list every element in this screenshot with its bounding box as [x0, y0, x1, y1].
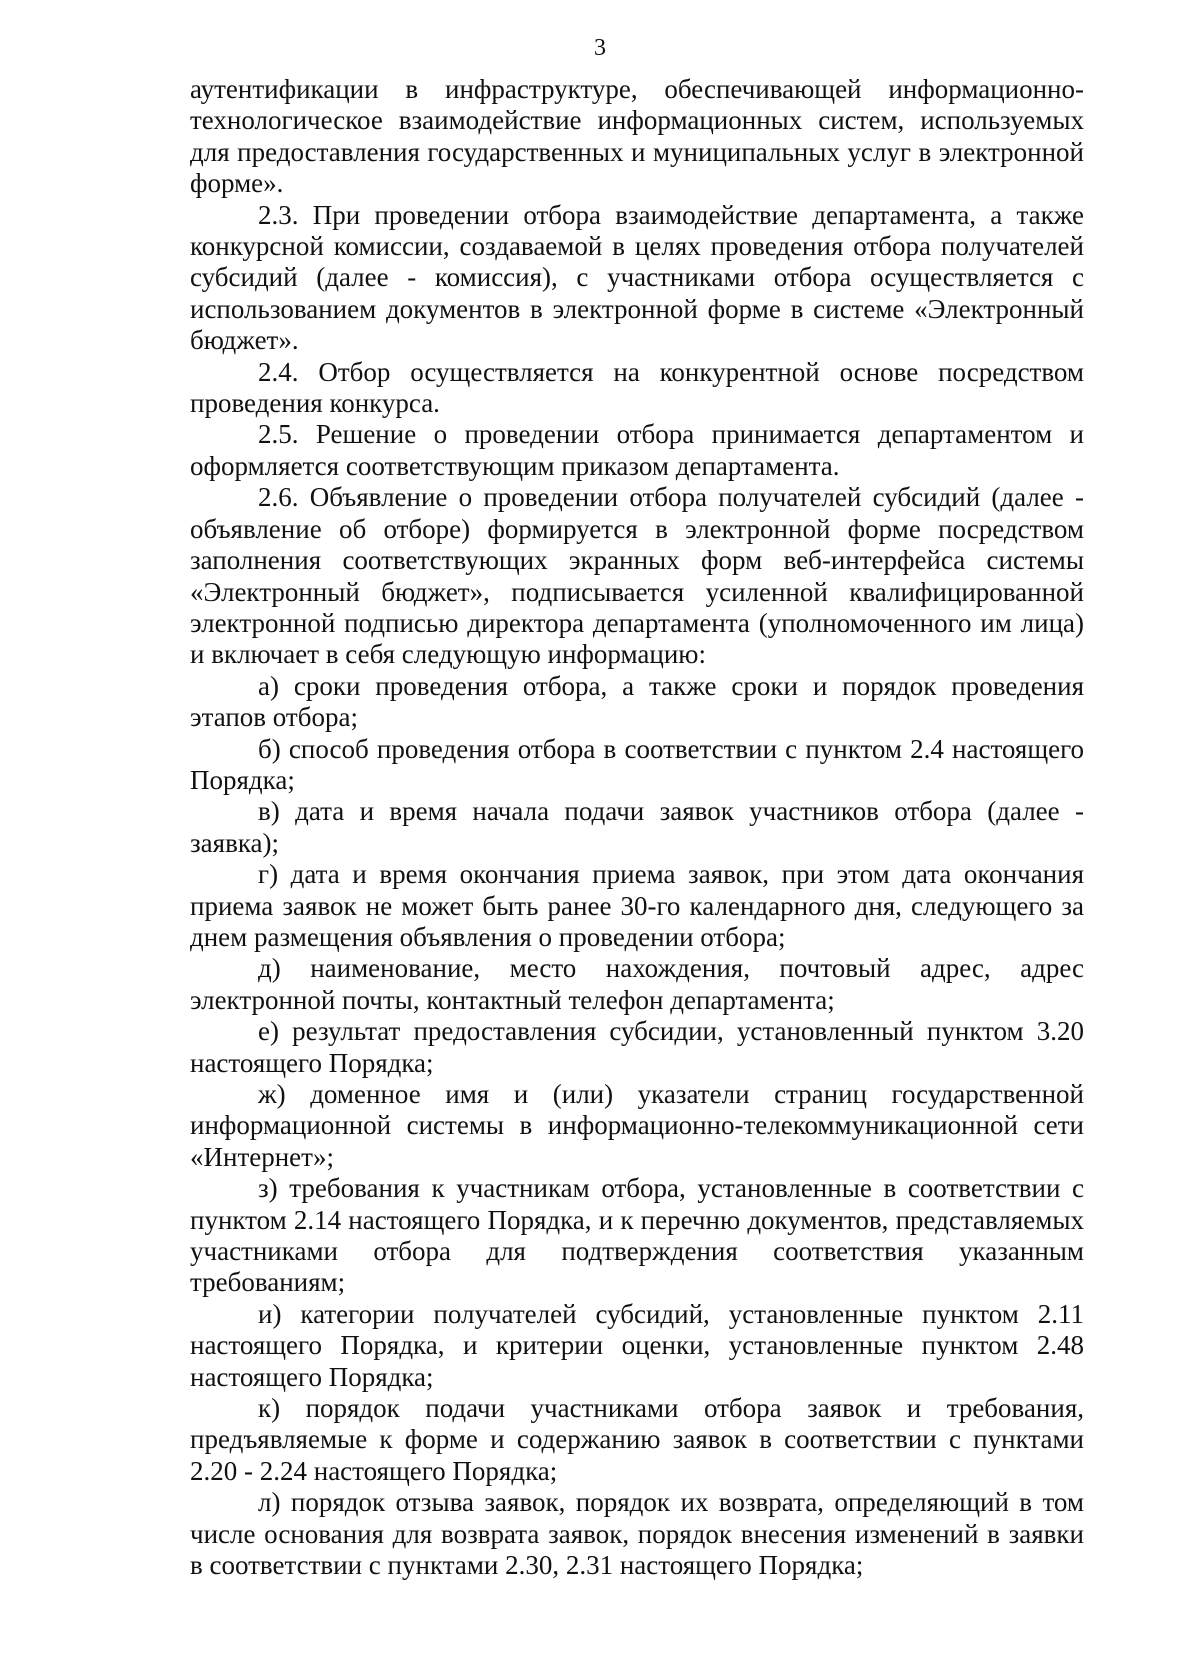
list-item-k: к) порядок подачи участниками отбора заявок и требования, предъявляемые к форме и содержанию заявок в соответствии с пунктами 2.20 - 2.24 настоящего Порядка; [190, 1393, 1084, 1486]
list-item-v: в) дата и время начала подачи заявок участников отбора (далее - заявка); [190, 796, 1084, 858]
list-item-z: з) требования к участникам отбора, установленные в соответствии с пунктом 2.14 настоящего Порядка, и к перечню документов, представляемых участниками отбора для подтверждения соответствия указанным требованиям; [190, 1173, 1084, 1298]
paragraph-2-5: 2.5. Решение о проведении отбора принимается департаментом и оформляется соответствующим приказом департамента. [190, 419, 1084, 481]
list-item-i: и) категории получателей субсидий, установленные пунктом 2.11 настоящего Порядка, и критерии оценки, установленные пунктом 2.48 настоящего Порядка; [190, 1298, 1084, 1392]
page-number: 3 [594, 35, 606, 61]
paragraph-2-3: 2.3. При проведении отбора взаимодействие департамента, а также конкурсной комиссии, создаваемой в целях проведения отбора получателей субсидий (далее - комиссия), с участниками отбора осуществляется с использованием документов в электронной форме в системе «Электронный бюджет». [190, 199, 1084, 356]
list-item-l: л) порядок отзыва заявок, порядок их возврата, определяющий в том числе основания для возврата заявок, порядок внесения изменений в заявки в соответствии с пунктами 2.30, 2.31 настоящего Порядка; [190, 1487, 1084, 1581]
list-item-g: г) дата и время окончания приема заявок, при этом дата окончания приема заявок не может быть ранее 30-го календарного дня, следующего за днем размещения объявления о проведении отбора; [190, 859, 1084, 952]
list-item-a: а) сроки проведения отбора, а также сроки и порядок проведения этапов отбора; [190, 670, 1084, 733]
list-item-b: б) способ проведения отбора в соответствии с пунктом 2.4 настоящего Порядка; [190, 733, 1084, 795]
paragraph-2-4: 2.4. Отбор осуществляется на конкурентной основе посредством проведения конкурса. [190, 356, 1084, 419]
list-item-zh: ж) доменное имя и (или) указатели страниц государственной информационной системы в информационно-телекоммуникационной сети «Интернет»; [190, 1079, 1084, 1172]
document-body [190, 74, 1084, 1582]
list-item-d: д) наименование, место нахождения, почтовый адрес, адрес электронной почты, контактный телефон департамента; [190, 953, 1084, 1015]
paragraph-2-6: 2.6. Объявление о проведении отбора получателей субсидий (далее - объявление об отборе) формируется в электронной форме посредством заполнения соответствующих экранных форм веб-интерфейса системы «Электронный бюджет», подписывается усиленной квалифицированной электронной подписью директора департамента (уполномоченного им лица) и включает в себя следующую информацию: [190, 482, 1084, 670]
paragraph-continuation: аутентификации в инфраструктуре, обеспечивающей информационно-технологическое взаимодействие информационных систем, используемых для предоставления государственных и муниципальных услуг в электронной форме». [190, 74, 1084, 199]
list-item-e: е) результат предоставления субсидии, установленный пунктом 3.20 настоящего Порядка; [190, 1016, 1084, 1078]
